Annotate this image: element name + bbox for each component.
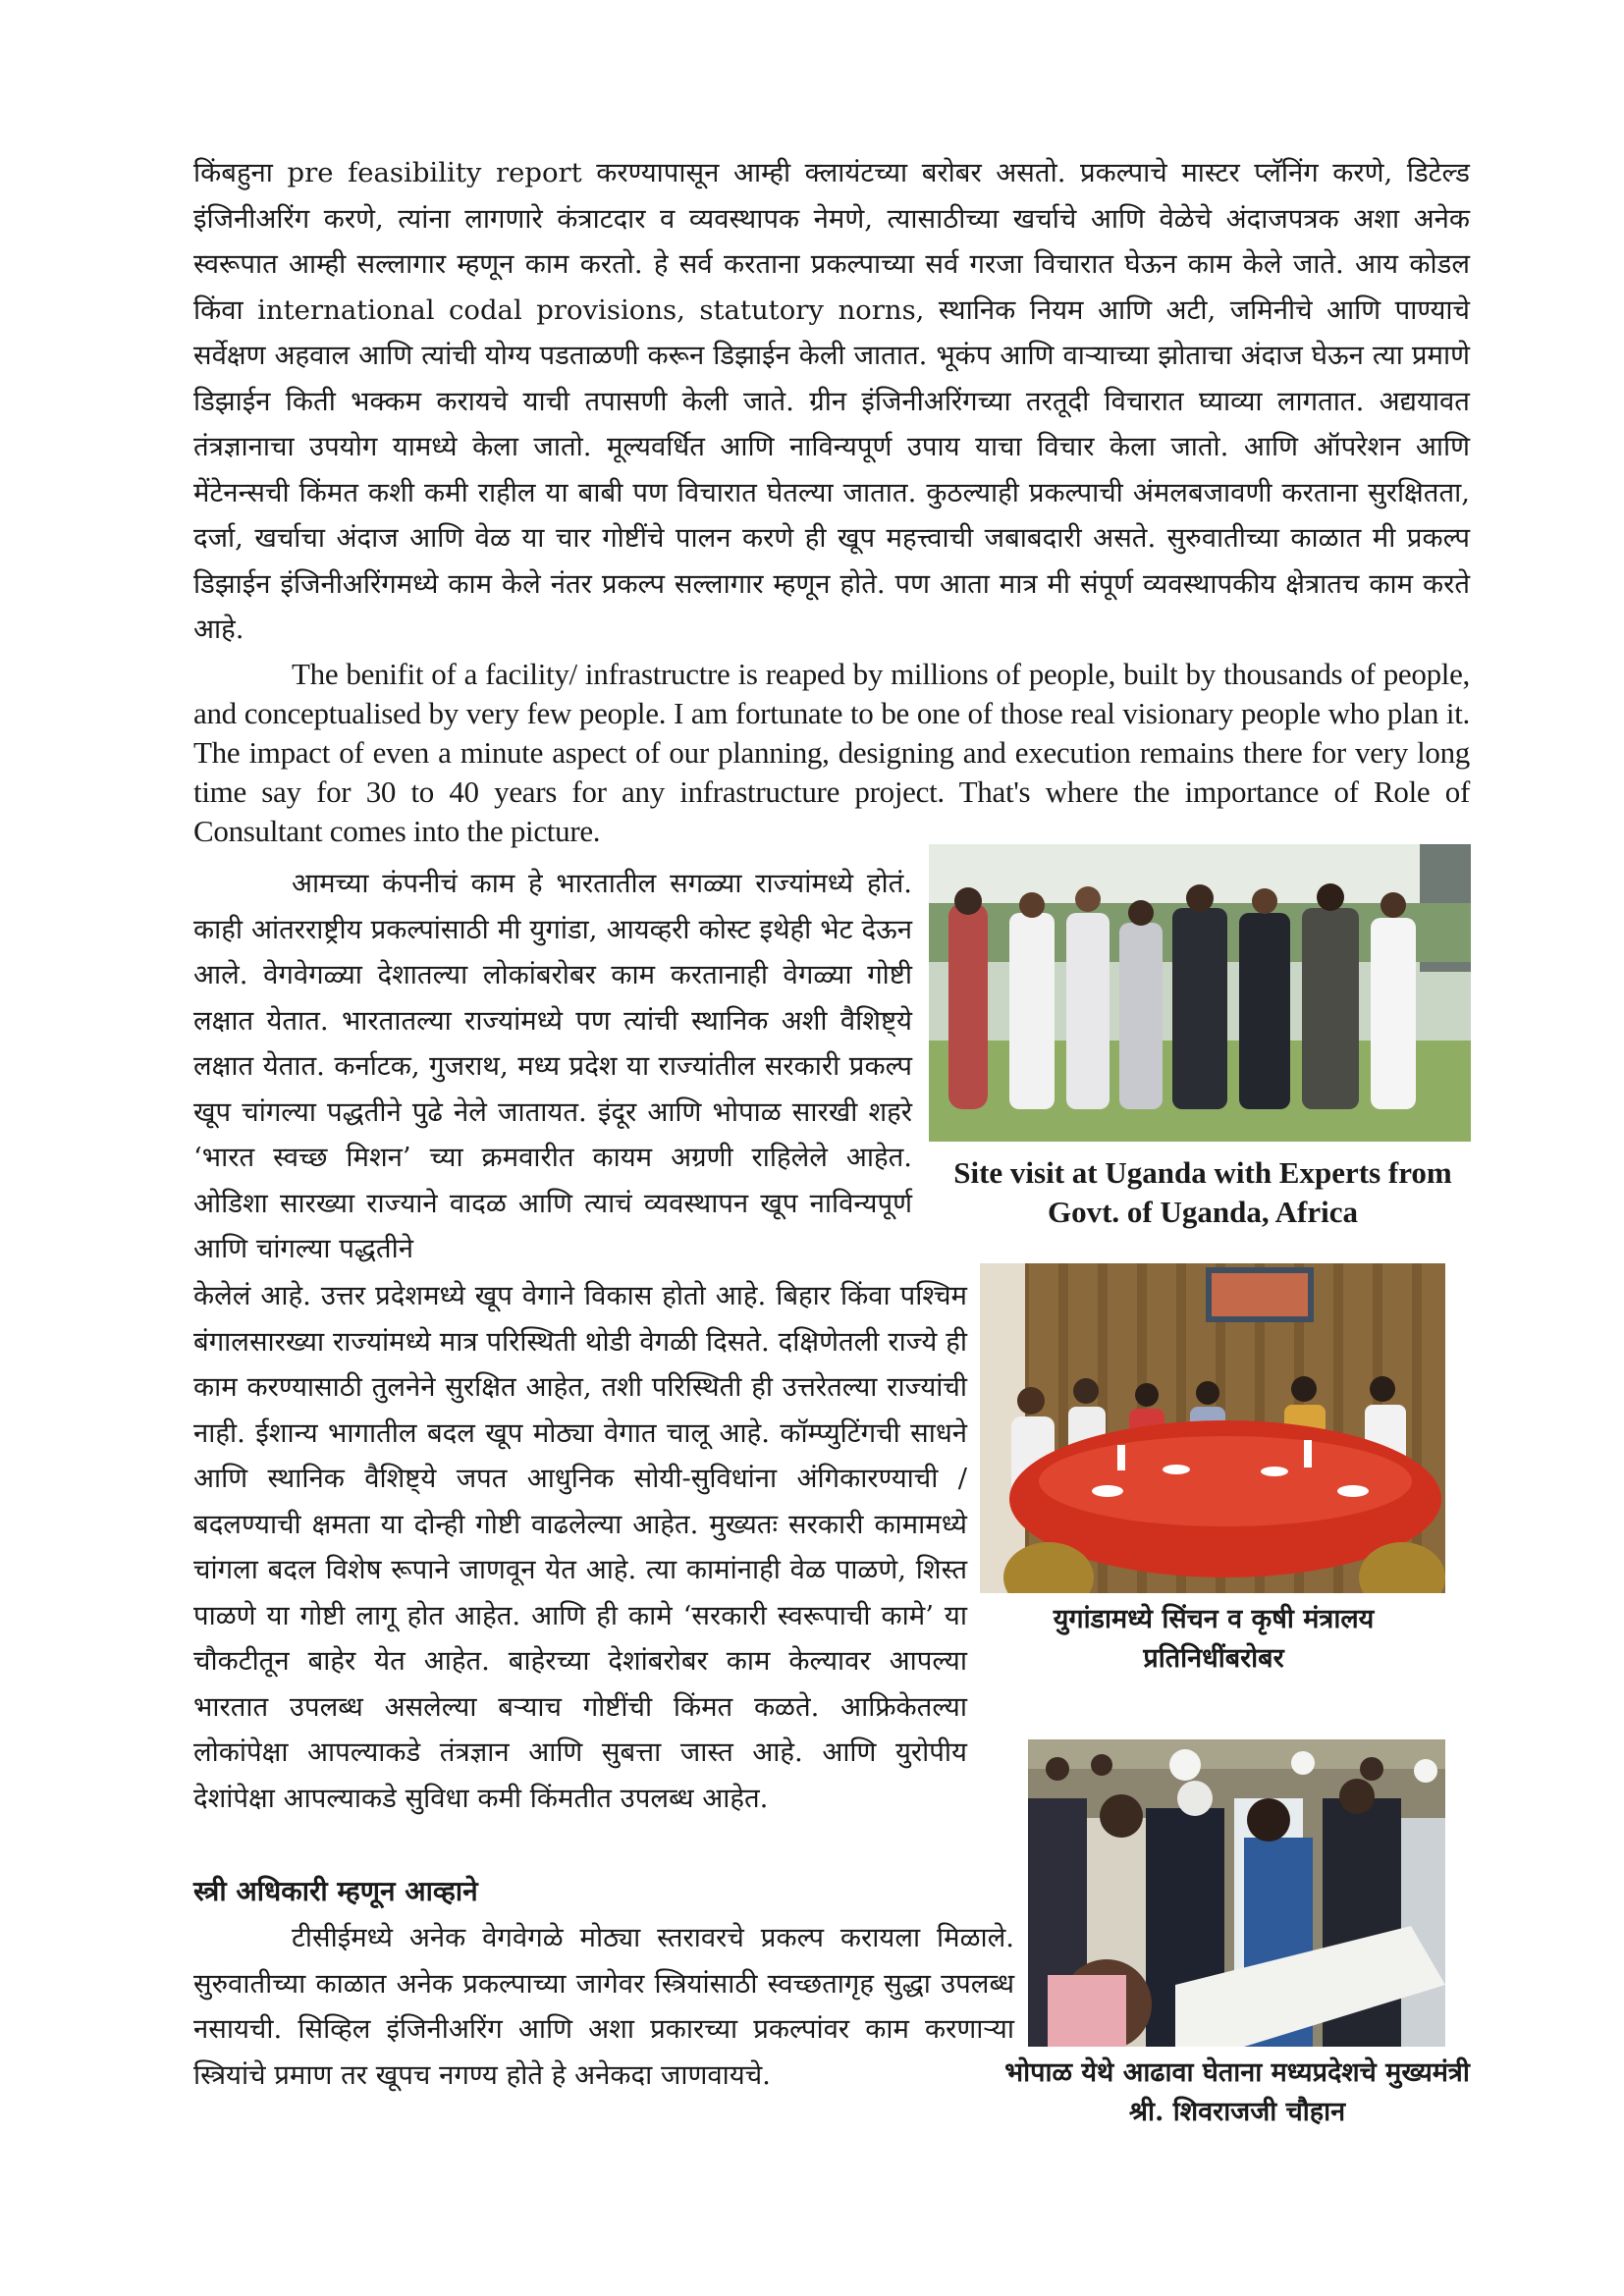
group-photo-outdoor (929, 844, 1471, 1142)
paragraph-consultancy-process: किंबहुना pre feasibility report करण्यापासून आम्ही क्लायंटच्या बरोबर असतो. प्रकल्पाचे मास्टर प्लॅनिंग करणे, डिटेल्ड इंजिनीअरिंग करणे, त्यांना लागणारे कंत्राटदार व व्यवस्थापक नेमणे, त्यासाठीच्या खर्चाचे आणि वेळेचे अंदाजपत्रक अशा अनेक स्वरूपात आम्ही सल्लागार म्हणून काम करतो. हे सर्व करताना प्रकल्पाच्या सर्व गरजा विचारात घेऊन काम केले जाते. आय कोडल किंवा international codal provisions, statutory norns, स्थानिक नियम आणि अटी, जमिनीचे आणि पाण्याचे सर्वेक्षण अहवाल आणि त्यांची योग्य पडताळणी करून डिझाईन केली जातात. भूकंप आणि वाऱ्याच्या झोताचा अंदाज घेऊन त्या प्रमाणे डिझाईन किती भक्कम करायचे याची तपासणी केली जाते. ग्रीन इंजिनीअरिंगच्या तरतूदी विचारात घ्याव्या लागतात. अद्ययावत तंत्रज्ञानाचा उपयोग यामध्ये केला जातो. मूल्यवर्धित आणि नाविन्यपूर्ण उपाय याचा विचार केला जातो. आणि ऑपरेशन आणि मेंटेनन्सची किंमत कशी कमी राहील या बाबी पण विचारात घेतल्या जातात. कुठल्याही प्रकल्पाची अंमलबजावणी करताना सुरक्षितता, दर्जा, खर्चाचा अंदाज आणि वेळ या चार गोष्टींचे पालन करणे ही खूप महत्त्वाची जबाबदारी असते. सुरुवातीच्या काळात मी प्रकल्प डिझाईन इंजिनीअरिंगमध्ये काम केले नंतर प्रकल्प सल्लागार म्हणून होते. पण आता मात्र मी संपूर्ण व्यवस्थापकीय क्षेत्रातच काम करते आहे. (193, 157, 1470, 645)
photo-caption-bhopal-review: भोपाळ येथे आढावा घेताना मध्यप्रदेशचे मुख्यमंत्री श्री. शिवराजजी चौहान (1004, 2057, 1470, 2127)
paragraph-woman-officer-challenges: टीसीईमध्ये अनेक वेगवेगळे मोठ्या स्तरावरचे प्रकल्प करायला मिळाले. सुरुवातीच्या काळात अनेक प्रकल्पाच्या जागेवर स्त्रियांसाठी स्वच्छतागृह सुद्धा उपलब्ध नसायची. सिव्हिल इंजिनीअरिंग आणि अशा प्रकारच्या प्रकल्पांवर काम करणाऱ्या स्त्रियांचे प्रमाण तर खूपच नगण्य होते हे अनेकदा जाणवायचे. (193, 1922, 1014, 2091)
photo-caption-uganda-ministry: युगांडामध्ये सिंचन व कृषी मंत्रालय प्रतिनिधींबरोबर (1053, 1604, 1375, 1674)
paragraph-role-of-consultant: The benifit of a facility/ infrastructre is reaped by millions of people, built by thousands of people, and conceptualised by very few people. I am fortunate to be one of those real visionary people who plan it. The impact of even a minute aspect of our planning, designing and execution remains there for very long time say for 30 to 40 years for any infrastructure project. That's where the importance of Role of Consultant comes into the picture. (193, 657, 1470, 848)
meeting-photo-dining (980, 1263, 1445, 1593)
paragraph-states-experience: आमच्या कंपनीचं काम हे भारतातील सगळ्या राज्यांमध्ये होतं. काही आंतरराष्ट्रीय प्रकल्पांसाठी मी युगांडा, आयव्हरी कोस्ट इथेही भेट देऊन आले. वेगवेगळ्या देशातल्या लोकांबरोबर काम करतानाही वेगळ्या गोष्टी लक्षात येतात. भारतातल्या राज्यांमध्ये पण त्यांची स्थानिक अशी वैशिष्ट्ये लक्षात येतात. कर्नाटक, गुजराथ, मध्य प्रदेश या राज्यांतील सरकारी प्रकल्प खूप चांगल्या पद्धतीने पुढे नेले जातायत. इंदूर आणि भोपाळ सारखी शहरे ‘भारत स्वच्छ मिशन’ च्या क्रमवारीत कायम अग्रणी राहिलेले आहेत. ओडिशा सारख्या राज्याने वादळ आणि त्याचं व्यवस्थापन खूप नाविन्यपूर्ण आणि चांगल्या पद्धतीने (193, 868, 912, 1264)
site-inspection-photo (1028, 1739, 1445, 2047)
photo-caption-uganda-site-visit: Site visit at Uganda with Experts from Govt. of Uganda, Africa (953, 1155, 1452, 1229)
paragraph-states-experience-continued: केलेलं आहे. उत्तर प्रदेशमध्ये खूप वेगाने विकास होतो आहे. बिहार किंवा पश्चिम बंगालसारख्या राज्यांमध्ये मात्र परिस्थिती थोडी वेगळी दिसते. दक्षिणेतली राज्ये ही काम करण्यासाठी तुलनेने सुरक्षित आहेत, तशी परिस्थिती ही उत्तरेतल्या राज्यांची नाही. ईशान्य भागातील बदल खूप मोठ्या वेगात चालू आहे. कॉम्प्युटिंगची साधने आणि स्थानिक वैशिष्ट्ये जपत आधुनिक सोयी-सुविधांना अंगिकारण्याची / बदलण्याची क्षमता या दोन्ही गोष्टी वाढलेल्या आहेत. मुख्यतः सरकारी कामामध्ये चांगला बदल विशेष रूपाने जाणवून येत आहे. त्या कामांनाही वेळ पाळणे, शिस्त पाळणे या गोष्टी लागू होत आहेत. आणि ही कामे ‘सरकारी स्वरूपाची कामे’ या चौकटीतून बाहेर येत आहेत. बाहेरच्या देशांबरोबर काम केल्यावर आपल्या भारतात उपलब्ध असलेल्या बऱ्याच गोष्टींची किंमत कळते. आफ्रिकेतल्या लोकांपेक्षा आपल्याकडे तंत्रज्ञान आणि सुबत्ता जास्त आहे. आणि युरोपीय देशांपेक्षा आपल्याकडे सुविधा कमी किंमतीत उपलब्ध आहेत. (193, 1280, 967, 1814)
section-heading-woman-officer-challenges: स्त्री अधिकारी म्हणून आव्हाने (193, 1875, 478, 1907)
